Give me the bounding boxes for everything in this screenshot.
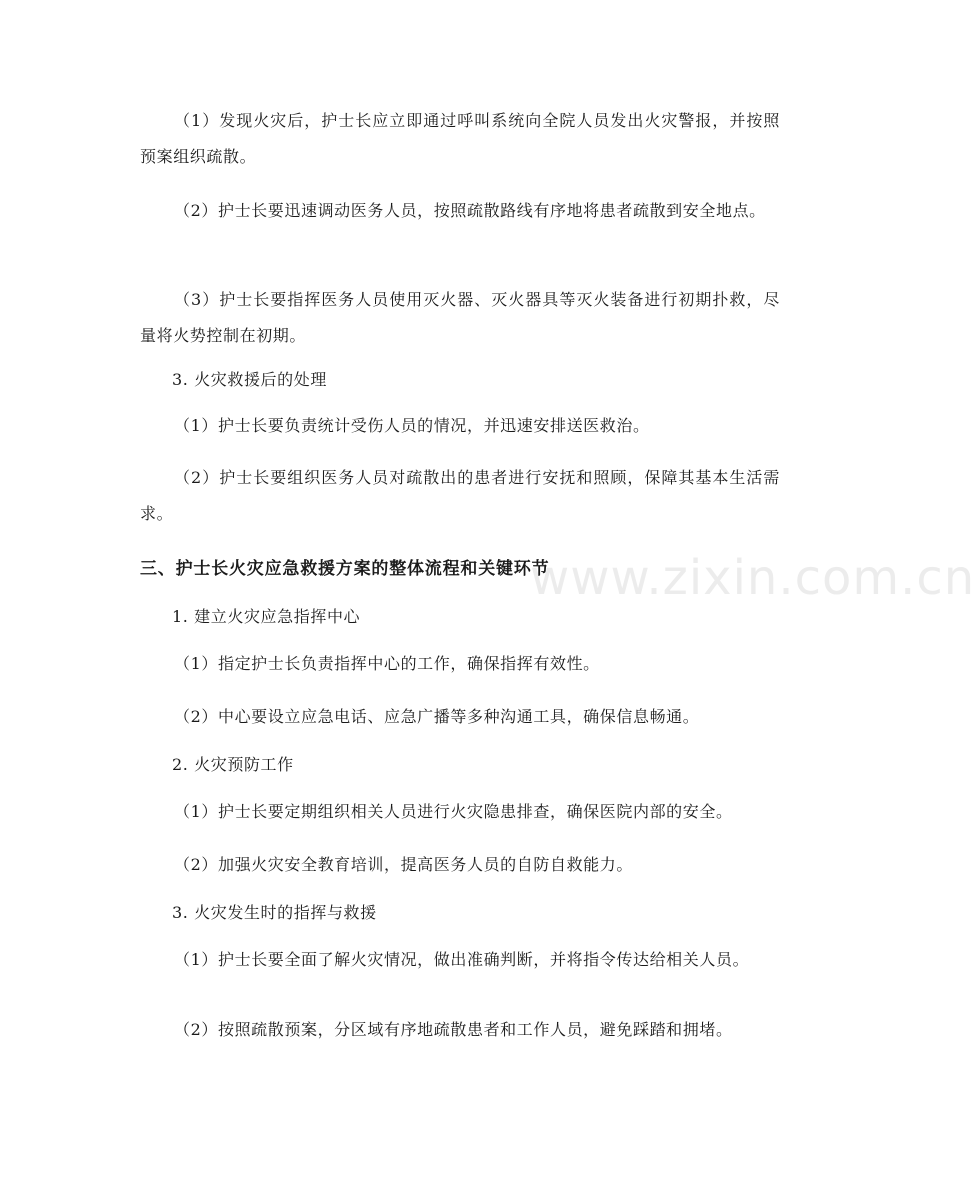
paragraph-patient-care: （2）护士长要组织医务人员对疏散出的患者进行安抚和照顾，保障其基本生活需求。 xyxy=(140,468,780,523)
paragraph-command-rescue-1: （1）护士长要全面了解火灾情况，做出准确判断，并将指令传达给相关人员。 xyxy=(174,950,750,969)
paragraph-prevention-2: （2）加强火灾安全教育培训，提高医务人员的自防自救能力。 xyxy=(174,855,633,874)
subsection-title-command-center: 1. 建立火灾应急指挥中心 xyxy=(172,607,361,626)
paragraph-command-center-2: （2）中心要设立应急电话、应急广播等多种沟通工具，确保信息畅通。 xyxy=(174,707,700,726)
paragraph-prevention-1: （1）护士长要定期组织相关人员进行火灾隐患排查，确保医院内部的安全。 xyxy=(174,802,733,821)
subsection-title-command-rescue: 3. 火灾发生时的指挥与救援 xyxy=(172,903,377,922)
paragraph-evacuation: （2）护士长要迅速调动医务人员，按照疏散路线有序地将患者疏散到安全地点。 xyxy=(174,201,766,220)
section-heading-3: 三、护士长火灾应急救援方案的整体流程和关键环节 xyxy=(140,559,550,579)
paragraph-fire-alarm: （1）发现火灾后，护士长应立即通过呼叫系统向全院人员发出火灾警报，并按照预案组织疏散。 xyxy=(140,111,780,166)
subsection-title-after-rescue: 3. 火灾救援后的处理 xyxy=(172,370,327,389)
paragraph-injured-stats: （1）护士长要负责统计受伤人员的情况，并迅速安排送医救治。 xyxy=(174,416,650,435)
paragraph-command-rescue-2: （2）按照疏散预案，分区域有序地疏散患者和工作人员，避免踩踏和拥堵。 xyxy=(174,1020,733,1039)
watermark: www.zixin.com.cn xyxy=(530,550,975,606)
paragraph-initial-firefighting: （3）护士长要指挥医务人员使用灭火器、灭火器具等灭火装备进行初期扑救，尽量将火势控制在初期。 xyxy=(140,290,780,345)
subsection-title-prevention: 2. 火灾预防工作 xyxy=(172,755,294,774)
paragraph-command-center-1: （1）指定护士长负责指挥中心的工作，确保指挥有效性。 xyxy=(174,654,600,673)
